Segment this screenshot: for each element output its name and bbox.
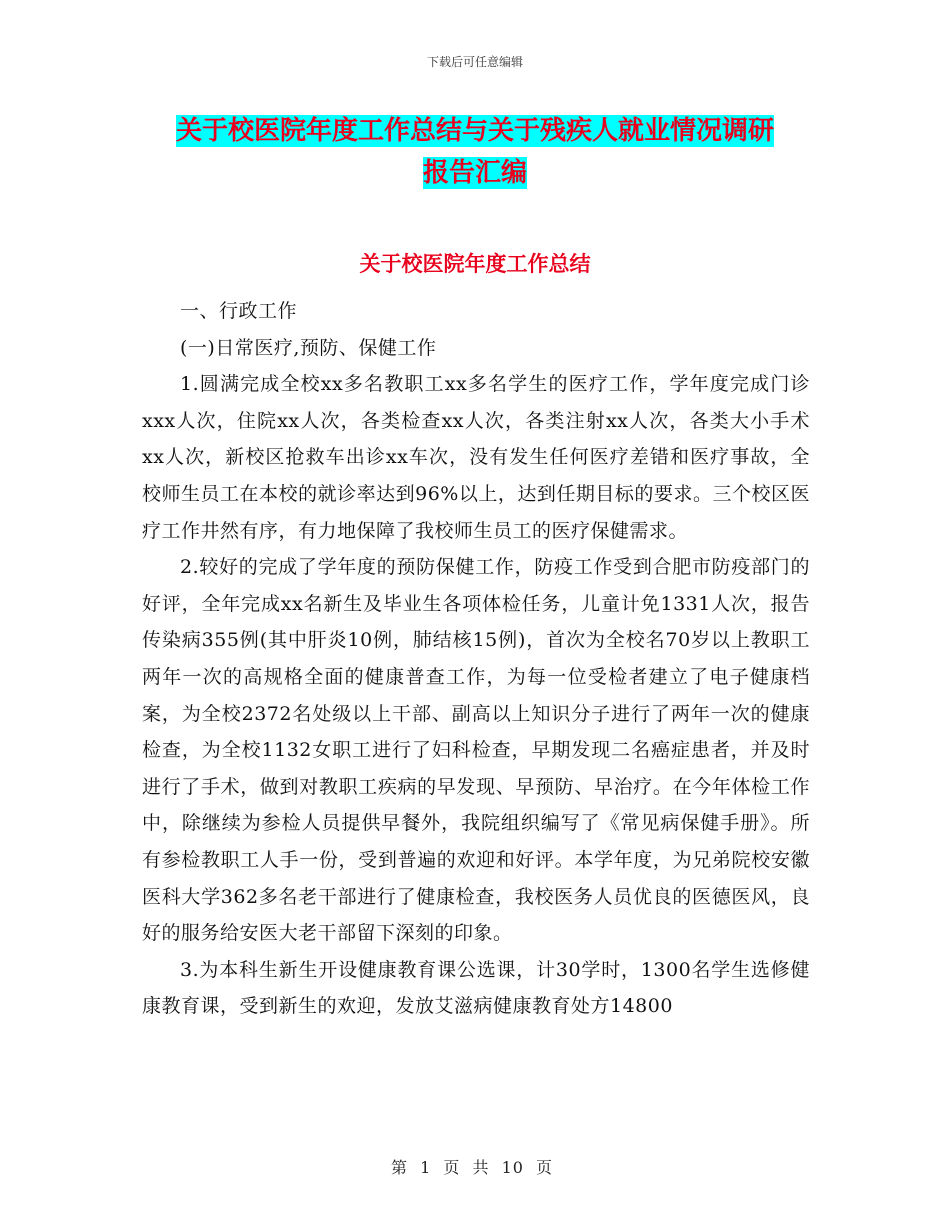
page-total-number: 10 [501, 1158, 524, 1177]
paragraph-3: 3.为本科生新生开设健康教育课公选课，计30学时，1300名学生选修健康教育课，受到新生的欢迎，发放艾滋病健康教育处方14800 [142, 958, 810, 1018]
document-title-line-1: 关于校医院年度工作总结与关于残疾人就业情况调研 [175, 116, 774, 146]
section-title: 关于校医院年度工作总结 [359, 252, 591, 276]
page-current-number: 1 [420, 1158, 432, 1177]
document-body [142, 293, 810, 1025]
header-note: 下载后可任意编辑 [426, 55, 523, 69]
page-label-ye: 页 [443, 1158, 461, 1177]
subheading-daily-medical-work: (一)日常医疗,预防、保健工作 [180, 336, 437, 359]
page-label-gong: 共 [472, 1158, 490, 1177]
page-label-ye-end: 页 [536, 1158, 554, 1177]
paragraph-2: 2.较好的完成了学年度的预防保健工作，防疫工作受到合肥市防疫部门的好评，全年完成xx名新生及毕业生各项体检任务，儿童计免1331人次，报告传染病355例(其中肝炎10例，肺结核15例)，首次为全校名70岁以上教职工两年一次的高规格全面的健康普查工作，为每一位受检者建立了电子健康档案，为全校2372名处级以上干部、副高以上知识分子进行了两年一次的健康检查，为全校1132女职工进行了妇科检查，早期发现二名癌症患者，并及时进行了手术，做到对教职工疾病的早发现、早预防、早治疗。在今年体检工作中，除继续为参检人员提供早餐外，我院组织编写了《常见病保健手册》。所有参检教职工人手一份，受到普遍的欢迎和好评。本学年度，为兄弟院校安徽医科大学362多名老干部进行了健康检查，我校医务人员优良的医德医风，良好的服务给安医大老干部留下深刻的印象。 [142, 556, 810, 945]
document-title-line-2: 报告汇编 [422, 158, 527, 188]
document-title [0, 110, 950, 194]
page-footer [0, 1155, 950, 1178]
heading-administrative-work: 一、行政工作 [180, 300, 298, 322]
page-label-di: 第 [390, 1158, 408, 1177]
paragraph-1: 1.圆满完成全校xx多名教职工xx多名学生的医疗工作，学年度完成门诊xxx人次，住院xx人次，各类检查xx人次，各类注射xx人次，各类大小手术xx人次，新校区抢救车出诊xx车次，没有发生任何医疗差错和医疗事故，全校师生员工在本校的就诊率达到96%以上，达到任期目标的要求。三个校区医疗工作井然有序，有力地保障了我校师生员工的医疗保健需求。 [142, 373, 810, 542]
